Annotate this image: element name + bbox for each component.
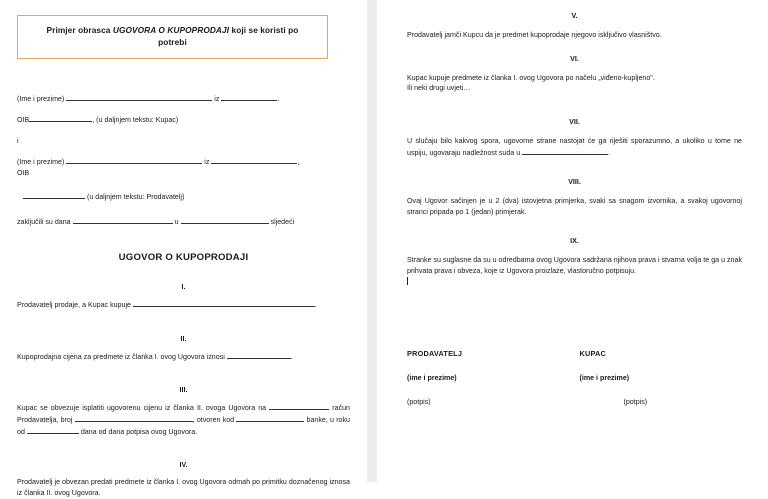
signature-heading-row [407,349,742,358]
spacer [407,186,742,196]
seller-name-caption: (ime i prezime) [407,374,457,383]
spacer [17,437,350,461]
signature-name-row [407,374,742,382]
callout-prefix: Primjer obrasca [46,25,113,35]
spacer [17,59,350,93]
seller-heading: PRODAVATELJ [407,349,463,359]
page-divider [367,0,377,482]
spacer [407,158,742,178]
section-3-part4: banke, u roku od [17,415,350,436]
section-3-part1: Kupac se obvezuje isplatiti ugovorenu cijenu iz članka II. ovoga Ugovora na [17,404,270,413]
from-label-2: iz [204,158,210,167]
section-7-text [407,136,742,158]
spacer [407,126,742,136]
spacer [407,41,742,55]
section-2-body: Kupoprodajna cijena za predmete iz članka I. ovog Ugovora iznosi [17,352,227,361]
section-2-text: Kupoprodajna cijena za predmete iz članka I. ovog Ugovora iznosi . [17,352,293,361]
buyer-heading: KUPAC [579,349,606,359]
seller-city-blank[interactable] [211,156,297,164]
text-cursor [407,277,408,285]
spacer [407,20,742,30]
conclusion-place-blank[interactable] [181,216,269,224]
callout-text [32,25,313,49]
spacer [17,202,350,216]
text-cursor-line [407,277,742,288]
section-4-text: Prodavatelj je obvezan predati predmete iz članka I. ovog Ugovora odmah po primitku doznačenog iznosa iz članka II. ovog Ugovora. [17,478,350,497]
buyer-name-caption: (ime i prezime) [579,374,630,383]
spacer [407,382,742,398]
spacer [407,358,742,374]
section-2-blank[interactable] [227,351,291,359]
buyer-signature-column [570,349,743,358]
spacer [17,104,350,114]
document-page-1 [0,0,367,497]
section-numeral-9: IX. [570,237,579,246]
buyer-name-line: (Ime i prezime) iz . [17,94,280,103]
buyer-name-label: (Ime i prezime) [17,94,65,103]
callout-emphasis: UGOVORA O KUPOPRODAJI [112,25,230,35]
spacer [407,329,742,349]
spacer [407,0,742,12]
spacer [17,146,350,156]
spacer [17,291,350,299]
document-title: UGOVOR O KUPOPRODAJI [118,252,249,264]
section-3-blank-4[interactable] [27,426,79,434]
section-numeral-3: III. [179,386,188,395]
section-numeral-8: VIII. [568,178,581,187]
header-callout-box [17,15,328,59]
section-numeral-6: VI. [570,54,579,63]
section-numeral-2: II. [180,334,187,343]
section-3-part5: dana od dana potpisa ovog Ugovora. [78,427,198,436]
section-6-line-2: Ili neki drugi uvjeti… [407,84,471,93]
seller-name-line: (Ime i prezime) iz , [17,158,300,167]
seller-name-blank[interactable] [66,156,202,164]
section-1-text: Prodavatelj prodaje, a Kupac kupuje . [17,301,317,310]
from-label-1: iz [214,94,220,103]
spacer [17,228,350,252]
section-8-text: Ovaj Ugovor sačinjen je u 2 (dva) istovjetna primjerka, svaki sa snagom izvornika, a svakoj ugovornoj stranci pripada po 1 (jedan) primjerak. [407,197,742,216]
spacer [17,179,350,191]
section-3-blank-1[interactable] [269,402,329,410]
concluded-suffix: sljedeći [270,218,295,227]
buyer-oib-line [17,114,350,126]
conclusion-line [17,216,350,228]
spacer [17,469,350,477]
spacer [407,63,742,73]
conjunction-line: i [17,136,19,145]
spacer [17,394,350,402]
section-7-blank[interactable] [522,147,611,157]
section-5-text: Prodavatelj jamči Kupcu da je predmet kupoprodaje njegovo isključivo vlasništvo. [407,31,662,39]
callout-suffix: koji se koristi po potrebi [158,25,299,47]
section-numeral-5: V. [571,12,578,20]
spacer [17,126,350,136]
seller-reference: (u daljnjem tekstu: Prodavatelj) [86,192,185,201]
buyer-oib-label: OIB [17,116,30,125]
spacer [17,263,350,283]
seller-signature-column [407,349,570,358]
section-9-text: Stranke su suglasne da su u odredbama ovog Ugovora sadržana njihova prava i stvarna volja te ga u znak prihvata prava i obveza, koje iz Ugovora proizlaze, vlastoručno potpisuju. [407,256,742,276]
seller-oib-label: OIB [17,169,30,178]
concluded-prefix: zaključili su dana [17,218,71,227]
section-3-blank-3[interactable] [236,414,304,422]
section-3-part2: račun Prodavatelja, broj [17,404,351,424]
spacer [17,362,350,386]
section-6-line-1: Kupac kupuje predmete iz članka I. ovog Ugovora po načelu „viđeno-kupljeno". [407,73,655,82]
section-3-part3: , otvoren kod [192,415,237,424]
section-3-text [17,402,350,437]
buyer-potpis-column [526,398,743,406]
seller-name-label: (Ime i prezime) [17,158,65,167]
buyer-signature-caption: (potpis) [623,398,648,407]
buyer-name-column [570,374,743,382]
seller-signature-caption: (potpis) [407,398,431,407]
section-3-blank-2[interactable] [75,414,193,422]
seller-oib-blank[interactable] [23,191,85,199]
buyer-city-blank[interactable] [221,93,277,101]
section-numeral-4: IV. [179,461,188,470]
seller-reference-line [17,191,350,203]
buyer-oib-blank[interactable] [29,114,92,122]
section-7-part1: U slučaju bilo kakvog spora, ugovorne strane nastojat će ga riješiti sporazumno, a ukoliko u tome ne uspiju, ugovaraju nadležnost suda u [407,136,742,157]
document-page-2 [377,0,768,482]
section-1-body: Prodavatelj prodaje, a Kupac kupuje [17,301,133,310]
conclusion-date-blank[interactable] [73,216,173,224]
section-numeral-7: VII. [569,117,580,126]
buyer-name-blank[interactable] [66,93,212,101]
spacer [407,287,742,329]
spacer [407,245,742,255]
spacer [407,217,742,237]
concluded-mid: u [174,218,179,227]
buyer-reference: , (u daljnjem tekstu: Kupac) [92,116,179,125]
spacer [17,343,350,351]
section-1-blank[interactable] [133,299,315,307]
signature-potpis-row [407,398,742,406]
spacer [17,311,350,335]
spacer [407,94,742,118]
section-numeral-1: I. [181,283,186,292]
seller-potpis-column [407,398,526,406]
seller-name-column [407,374,570,382]
section-7-part2: . [608,148,611,157]
